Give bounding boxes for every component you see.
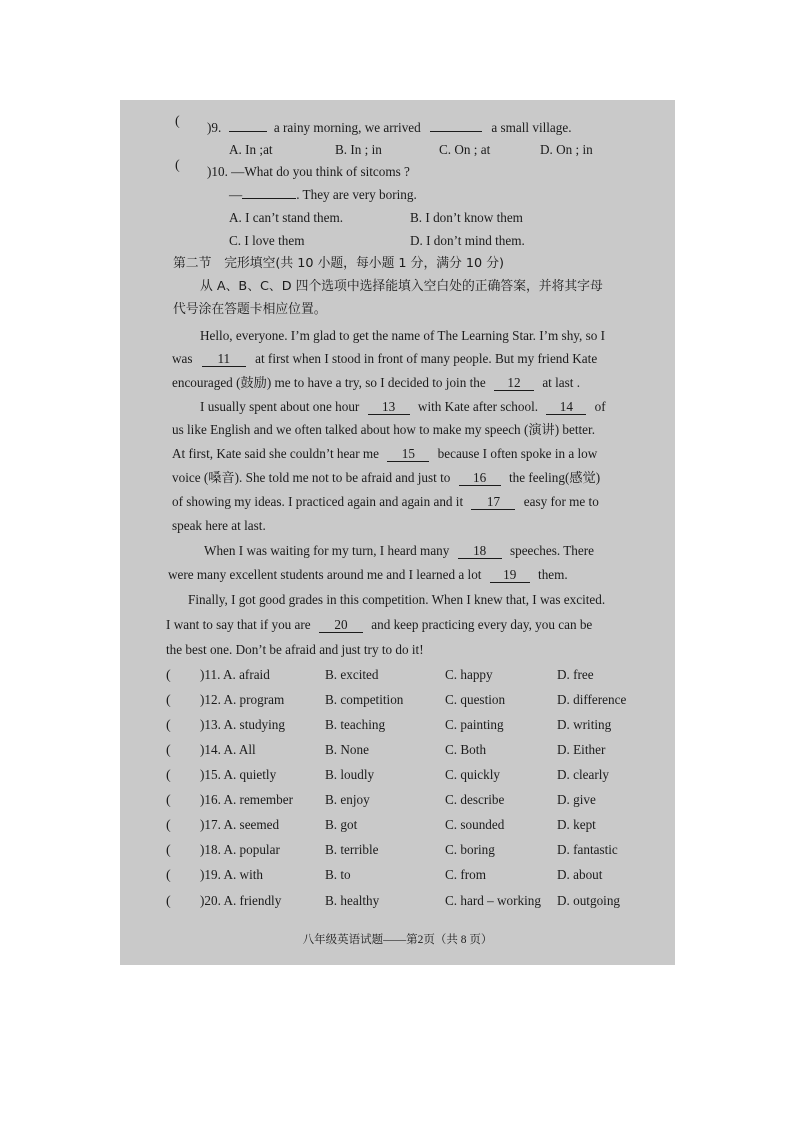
q16-answer-paren: ( bbox=[166, 793, 171, 808]
question-9-blank-2 bbox=[430, 131, 482, 132]
q11-option-b: B. excited bbox=[325, 667, 379, 682]
passage-line-5: us like English and we often talked about how to make my speech (演讲) better. bbox=[172, 422, 595, 437]
question-10-reply: . They are very boring. bbox=[296, 187, 417, 202]
q16-option-c: C. describe bbox=[445, 792, 505, 807]
q18-option-c: C. boring bbox=[445, 842, 495, 857]
passage-line-12: Finally, I got good grades in this competition. When I knew that, I was excited. bbox=[188, 592, 606, 607]
q18-option-d: D. fantastic bbox=[557, 842, 618, 857]
q12-option-d: D. difference bbox=[557, 692, 627, 707]
q15-option-a: )15. A. quietly bbox=[200, 767, 277, 782]
q11-answer-paren: ( bbox=[166, 668, 171, 683]
passage-text: at last . bbox=[542, 375, 581, 390]
cloze-blank-13: 13 bbox=[368, 400, 410, 415]
q13-option-a: )13. A. studying bbox=[200, 717, 285, 732]
q11-option-c: C. happy bbox=[445, 667, 493, 682]
passage-text: were many excellent students around me and I learned a lot bbox=[168, 567, 482, 582]
cloze-blank-19: 19 bbox=[490, 568, 530, 583]
passage-text: was bbox=[172, 351, 193, 366]
section-2-instruction-1: 从 A、B、C、D 四个选项中选择能填入空白处的正确答案，并将其字母 bbox=[200, 279, 603, 294]
q20-option-d: D. outgoing bbox=[557, 893, 621, 908]
q12-option-a: )12. A. program bbox=[200, 692, 285, 707]
q16-option-d: D. give bbox=[557, 792, 596, 807]
passage-text: At first, Kate said she couldn’t hear me bbox=[172, 446, 380, 461]
passage-line-1: Hello, everyone. I’m glad to get the name of The Learning Star. I’m shy, so I bbox=[200, 328, 606, 343]
q9-option-b: B. In ; in bbox=[335, 142, 382, 157]
cloze-blank-18: 18 bbox=[458, 544, 502, 559]
q11-option-a: )11. A. afraid bbox=[200, 667, 270, 682]
cloze-blank-15: 15 bbox=[387, 447, 429, 462]
q12-answer-paren: ( bbox=[166, 693, 171, 708]
q20-option-c: C. hard – working bbox=[445, 893, 541, 908]
passage-line-3 bbox=[172, 374, 580, 392]
passage-text: the feeling(感觉) bbox=[508, 470, 601, 485]
q17-answer-paren: ( bbox=[166, 818, 171, 833]
passage-text: at first when I stood in front of many people. But my friend Kate bbox=[255, 351, 598, 366]
passage-line-2 bbox=[172, 350, 597, 368]
cloze-blank-17: 17 bbox=[471, 495, 515, 510]
q18-option-a: )18. A. popular bbox=[200, 842, 280, 857]
q19-option-c: C. from bbox=[445, 867, 487, 882]
q13-option-d: D. writing bbox=[557, 717, 612, 732]
passage-text: encouraged (鼓励) me to have a try, so I decided to join the bbox=[172, 375, 486, 390]
passage-text: them. bbox=[538, 567, 568, 582]
passage-text: of bbox=[594, 399, 606, 414]
cloze-blank-12: 12 bbox=[494, 376, 534, 391]
question-9-blank-1 bbox=[229, 131, 267, 132]
q15-option-d: D. clearly bbox=[557, 767, 609, 782]
q13-option-c: C. painting bbox=[445, 717, 504, 732]
q15-option-c: C. quickly bbox=[445, 767, 500, 782]
q12-option-c: C. question bbox=[445, 692, 506, 707]
passage-line-14: the best one. Don’t be afraid and just try to do it! bbox=[166, 642, 424, 657]
passage-text: When I was waiting for my turn, I heard many bbox=[204, 543, 450, 558]
q18-answer-paren: ( bbox=[166, 843, 171, 858]
q11-option-d: D. free bbox=[557, 667, 594, 682]
cloze-blank-14: 14 bbox=[546, 400, 586, 415]
q20-option-a: )20. A. friendly bbox=[200, 893, 282, 908]
passage-line-11 bbox=[168, 566, 568, 584]
passage-line-13 bbox=[166, 616, 592, 634]
question-9-stem: a rainy morning, we arrived bbox=[273, 120, 421, 135]
question-9-number: )9. bbox=[207, 120, 222, 135]
passage-text: with Kate after school. bbox=[417, 399, 539, 414]
passage-text: I usually spent about one hour bbox=[200, 399, 360, 414]
q20-option-b: B. healthy bbox=[325, 893, 380, 908]
q14-answer-paren: ( bbox=[166, 743, 171, 758]
q20-answer-paren: ( bbox=[166, 894, 171, 909]
q14-option-b: B. None bbox=[325, 742, 369, 757]
answer-paren-q9: ( bbox=[175, 114, 180, 129]
cloze-blank-11: 11 bbox=[202, 352, 246, 367]
section-2-instruction-2: 代号涂在答题卡相应位置。 bbox=[173, 302, 327, 317]
q16-option-b: B. enjoy bbox=[325, 792, 370, 807]
q10-option-d: D. I don’t mind them. bbox=[410, 233, 525, 248]
cloze-blank-16: 16 bbox=[459, 471, 501, 486]
q15-option-b: B. loudly bbox=[325, 767, 375, 782]
passage-text: and keep practicing every day, you can be bbox=[371, 617, 593, 632]
passage-line-10 bbox=[204, 542, 594, 560]
q13-answer-paren: ( bbox=[166, 718, 171, 733]
q10-option-a: A. I can’t stand them. bbox=[229, 210, 344, 225]
q17-option-a: )17. A. seemed bbox=[200, 817, 280, 832]
passage-text: speeches. There bbox=[509, 543, 594, 558]
passage-text: I want to say that if you are bbox=[166, 617, 311, 632]
q16-option-a: )16. A. remember bbox=[200, 792, 294, 807]
q9-option-c: C. On ; at bbox=[439, 142, 491, 157]
q15-answer-paren: ( bbox=[166, 768, 171, 783]
section-2-title: 第二节 完形填空(共 10 小题，每小题 1 分，满分 10 分) bbox=[173, 256, 505, 271]
q10-option-c: C. I love them bbox=[229, 233, 305, 248]
q17-option-b: B. got bbox=[325, 817, 358, 832]
q12-option-b: B. competition bbox=[325, 692, 404, 707]
passage-line-8 bbox=[172, 493, 599, 511]
cloze-blank-20: 20 bbox=[319, 618, 363, 633]
question-9 bbox=[207, 119, 572, 137]
exam-page bbox=[120, 100, 675, 965]
q9-option-a: A. In ;at bbox=[229, 142, 273, 157]
question-10-dash: — bbox=[229, 187, 243, 202]
question-10: )10. —What do you think of sitcoms ? bbox=[207, 164, 410, 179]
q19-option-d: D. about bbox=[557, 867, 603, 882]
passage-line-9: speak here at last. bbox=[172, 518, 266, 533]
q19-option-a: )19. A. with bbox=[200, 867, 264, 882]
passage-text: of showing my ideas. I practiced again and again and it bbox=[172, 494, 464, 509]
question-9-stem-end: a small village. bbox=[491, 120, 572, 135]
question-10-line2 bbox=[229, 186, 417, 204]
passage-line-6 bbox=[172, 445, 597, 463]
passage-text: voice (嗓音). She told me not to be afraid and just to bbox=[172, 470, 451, 485]
passage-text: because I often spoke in a low bbox=[437, 446, 598, 461]
page-footer: 八年级英语试题——第2页（共 8 页） bbox=[302, 934, 493, 946]
passage-text: easy for me to bbox=[523, 494, 599, 509]
q18-option-b: B. terrible bbox=[325, 842, 379, 857]
q9-option-d: D. On ; in bbox=[540, 142, 593, 157]
q19-option-b: B. to bbox=[325, 867, 351, 882]
q10-option-b: B. I don’t know them bbox=[410, 210, 523, 225]
q13-option-b: B. teaching bbox=[325, 717, 386, 732]
q17-option-d: D. kept bbox=[557, 817, 596, 832]
passage-line-4 bbox=[200, 398, 606, 416]
answer-paren-q10: ( bbox=[175, 158, 180, 173]
passage-line-7 bbox=[172, 469, 600, 487]
q17-option-c: C. sounded bbox=[445, 817, 505, 832]
q14-option-d: D. Either bbox=[557, 742, 606, 757]
q14-option-a: )14. A. All bbox=[200, 742, 256, 757]
question-10-blank bbox=[242, 198, 296, 199]
q14-option-c: C. Both bbox=[445, 742, 487, 757]
q19-answer-paren: ( bbox=[166, 868, 171, 883]
